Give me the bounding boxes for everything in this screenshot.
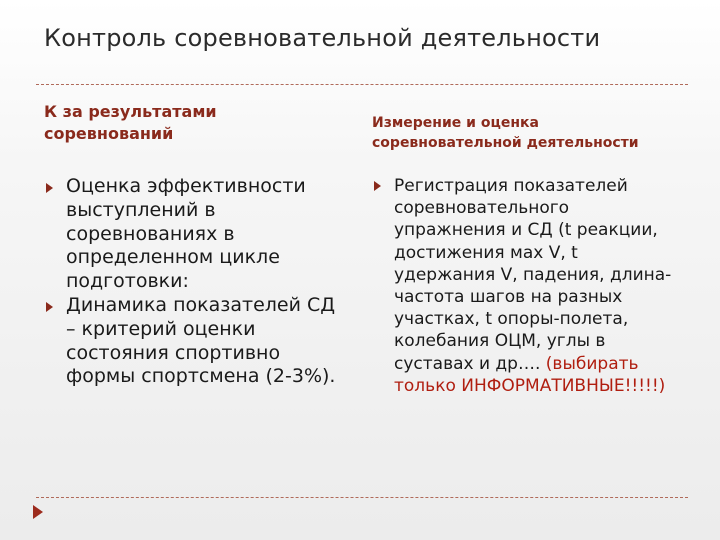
bottom-divider [36,497,688,498]
bullet-arrow-icon [46,183,53,193]
left-column-heading: К за результатами соревнований [44,102,217,143]
top-divider [36,84,688,85]
bullet-arrow-icon [46,302,53,312]
right-column-heading: Измерение и оценка соревновательной деятельности [372,115,639,151]
slide-title: Контроль соревновательной деятельности [44,24,601,52]
list-item [44,175,344,294]
highlight-text: (выбирать только ИНФОРМАТИВНЫЕ!!!!!) [394,353,666,396]
right-bullet-list [372,175,682,397]
list-item-text: Регистрация показателей соревновательного упражнения и СД (t реакции, достижения мах V, t удержания V, падения, длина-частота шагов на разных участках, t опоры-полета, колебания ОЦМ, углы в суставах и др…. [394,176,672,374]
left-bullet-list [44,175,344,389]
list-item [372,175,682,397]
list-item [44,294,344,389]
list-item-text: Оценка эффективности выступлений в соревнованиях в определенном цикле подготовки: [66,175,306,293]
list-item-text: Динамика показателей СД – критерий оценки состояния спортивно формы спортсмена (2-3%). [66,293,336,388]
bullet-arrow-icon [374,181,381,191]
corner-arrow-icon [33,505,43,519]
